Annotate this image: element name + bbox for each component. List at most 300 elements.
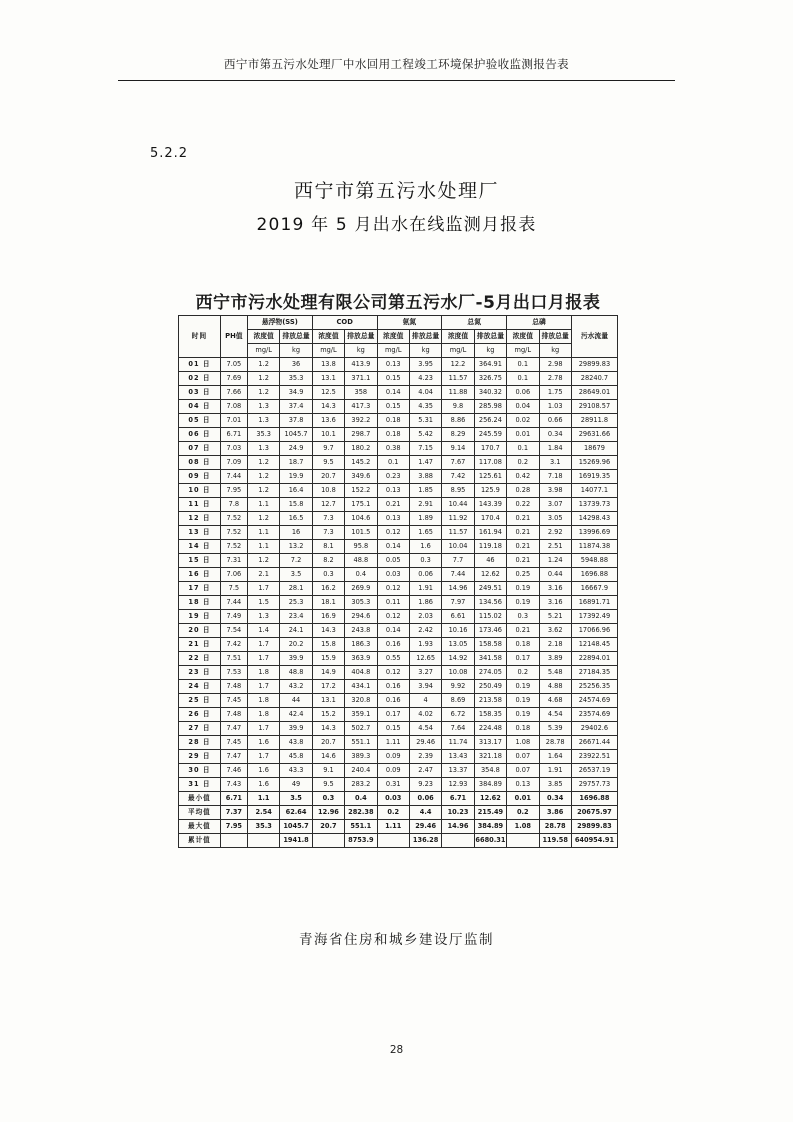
table-cell: 17066.96 [571,624,617,638]
table-cell: 340.32 [474,386,506,400]
table-cell: 175.1 [345,498,377,512]
table-cell: 1.3 [247,610,279,624]
table-cell: 12.96 [312,806,344,820]
table-cell: 134.56 [474,596,506,610]
table-cell: 12.93 [442,778,474,792]
table-cell: 16919.35 [571,470,617,484]
table-cell: 294.6 [345,610,377,624]
table-cell: 3.27 [409,666,441,680]
table-cell: 5.21 [539,610,571,624]
table-cell: 7.52 [220,526,247,540]
row-label: 10 日 [179,484,221,498]
table-cell: 4.54 [409,722,441,736]
table-row [179,372,618,386]
header-total-phosphorus: 总磷 [507,316,572,330]
table-summary-row [179,792,618,806]
table-cell: 0.06 [409,792,441,806]
table-cell: 349.6 [345,470,377,484]
table-cell: 1.8 [247,708,279,722]
table-cell: 28.78 [539,736,571,750]
table-cell: 25256.35 [571,680,617,694]
row-label: 平均值 [179,806,221,820]
table-cell: 1.24 [539,554,571,568]
table-cell: 7.44 [220,470,247,484]
row-label: 12 日 [179,512,221,526]
table-cell: 363.9 [345,652,377,666]
table-row [179,386,618,400]
table-cell: 3.5 [280,792,312,806]
table-cell: 7.54 [220,624,247,638]
subheader-tp-conc: 浓度值 [507,330,539,344]
table-cell: 0.11 [377,596,409,610]
table-cell: 7.31 [220,554,247,568]
table-cell: 413.9 [345,358,377,372]
table-cell: 0.15 [377,400,409,414]
table-cell: 7.49 [220,610,247,624]
table-cell: 0.01 [507,792,539,806]
table-cell: 0.09 [377,764,409,778]
table-cell: 2.18 [539,638,571,652]
table-cell: 7.67 [442,456,474,470]
table-cell: 2.42 [409,624,441,638]
table-cell: 29899.83 [571,358,617,372]
table-cell: 29899.83 [571,820,617,834]
table-cell: 1.2 [247,372,279,386]
row-label: 01 日 [179,358,221,372]
table-cell: 36 [280,358,312,372]
table-cell: 0.1 [507,358,539,372]
table-cell: 1.89 [409,512,441,526]
table-cell: 2.78 [539,372,571,386]
table-cell: 186.3 [345,638,377,652]
table-cell: 0.38 [377,442,409,456]
unit-ss-total: kg [280,344,312,358]
table-row [179,358,618,372]
table-cell: 7.51 [220,652,247,666]
table-cell: 35.3 [247,428,279,442]
table-cell: 1.2 [247,512,279,526]
table-cell: 143.39 [474,498,506,512]
table-cell: 7.52 [220,540,247,554]
header-ammonia-nitrogen: 氨氮 [377,316,442,330]
table-cell: 0.16 [377,694,409,708]
table-cell: 7.5 [220,582,247,596]
row-label: 21 日 [179,638,221,652]
table-row [179,526,618,540]
table-cell: 136.28 [409,834,441,848]
table-cell: 0.34 [539,428,571,442]
table-cell: 1.11 [377,736,409,750]
table-cell: 0.12 [377,610,409,624]
table-cell: 0.3 [409,554,441,568]
table-cell: 240.4 [345,764,377,778]
table-cell: 12.65 [409,652,441,666]
table-cell: 256.24 [474,414,506,428]
table-cell [507,834,539,848]
table-cell: 1.5 [247,596,279,610]
table-cell: 1.8 [247,666,279,680]
table-cell: 4 [409,694,441,708]
table-cell: 7.46 [220,764,247,778]
table-cell: 3.88 [409,470,441,484]
row-label: 19 日 [179,610,221,624]
table-cell: 6.71 [220,428,247,442]
table-cell: 371.1 [345,372,377,386]
table-cell: 14.92 [442,652,474,666]
row-label: 02 日 [179,372,221,386]
table-cell: 245.59 [474,428,506,442]
table-cell: 0.19 [507,582,539,596]
table-cell: 13.37 [442,764,474,778]
table-cell: 24.9 [280,442,312,456]
table-cell: 0.12 [377,666,409,680]
table-cell: 341.58 [474,652,506,666]
table-cell: 551.1 [345,736,377,750]
table-cell: 8.29 [442,428,474,442]
table-cell: 95.8 [345,540,377,554]
table-cell: 1.47 [409,456,441,470]
table-row [179,610,618,624]
table-cell: 26537.19 [571,764,617,778]
table-cell: 12.62 [474,792,506,806]
row-label: 04 日 [179,400,221,414]
table-cell: 384.89 [474,778,506,792]
table-cell: 29631.66 [571,428,617,442]
page-header [0,0,793,86]
table-row [179,582,618,596]
table-row [179,652,618,666]
table-row [179,694,618,708]
table-cell: 0.3 [507,610,539,624]
table-cell: 125.61 [474,470,506,484]
table-cell: 4.54 [539,708,571,722]
table-cell: 1.2 [247,358,279,372]
table-cell: 243.8 [345,624,377,638]
section-number: 5.2.2 [150,146,189,161]
table-row [179,778,618,792]
table-cell: 354.8 [474,764,506,778]
table-cell: 0.19 [507,596,539,610]
table-cell: 16.5 [280,512,312,526]
table-cell: 12.2 [442,358,474,372]
table-cell: 18679 [571,442,617,456]
table-cell: 0.1 [507,442,539,456]
table-cell: 12148.45 [571,638,617,652]
table-cell: 158.35 [474,708,506,722]
table-cell: 15269.96 [571,456,617,470]
table-cell: 145.2 [345,456,377,470]
table-row [179,750,618,764]
row-label: 20 日 [179,624,221,638]
table-cell: 13.2 [280,540,312,554]
table-cell: 0.21 [507,624,539,638]
table-cell: 1.08 [507,820,539,834]
header-ss: 悬浮物(SS) [247,316,312,330]
table-cell: 170.4 [474,512,506,526]
unit-tn-total: kg [474,344,506,358]
table-row [179,456,618,470]
table-cell: 35.3 [247,820,279,834]
table-cell: 0.1 [377,456,409,470]
table-cell: 7.97 [442,596,474,610]
table-cell: 1.86 [409,596,441,610]
table-cell: 6.71 [220,792,247,806]
table-cell: 10.04 [442,540,474,554]
row-label: 17 日 [179,582,221,596]
document-title-line1: 西宁市第五污水处理厂 [293,180,499,202]
table-cell: 37.8 [280,414,312,428]
table-cell: 1.7 [247,680,279,694]
unit-cod-conc: mg/L [312,344,344,358]
table-cell: 269.9 [345,582,377,596]
table-cell: 0.06 [507,386,539,400]
table-cell: 14077.1 [571,484,617,498]
table-cell: 7.06 [220,568,247,582]
table-cell: 10.8 [312,484,344,498]
table-row [179,400,618,414]
table-cell: 7.45 [220,736,247,750]
row-label: 25 日 [179,694,221,708]
table-cell: 18.7 [280,456,312,470]
row-label: 14 日 [179,540,221,554]
table-cell: 161.94 [474,526,506,540]
table-cell: 1.6 [247,736,279,750]
table-cell: 9.8 [442,400,474,414]
table-cell: 43.3 [280,764,312,778]
table-cell: 48.8 [345,554,377,568]
table-cell: 298.7 [345,428,377,442]
table-cell [247,834,279,848]
table-cell: 2.03 [409,610,441,624]
table-cell: 1.6 [409,540,441,554]
row-label: 07 日 [179,442,221,456]
table-cell: 0.55 [377,652,409,666]
table-cell: 3.86 [539,806,571,820]
table-cell: 0.03 [377,792,409,806]
subheader-tn-conc: 浓度值 [442,330,474,344]
table-cell: 10.23 [442,806,474,820]
table-cell: 43.8 [280,736,312,750]
table-cell: 0.3 [312,568,344,582]
table-cell: 1.75 [539,386,571,400]
table-cell: 3.07 [539,498,571,512]
unit-cod-total: kg [345,344,377,358]
table-cell: 25.3 [280,596,312,610]
table-cell: 28.78 [539,820,571,834]
row-label: 27 日 [179,722,221,736]
table-cell: 6680.31 [474,834,506,848]
table-cell: 0.18 [377,428,409,442]
table-row [179,512,618,526]
table-cell: 359.1 [345,708,377,722]
table-cell: 417.3 [345,400,377,414]
table-cell: 0.19 [507,708,539,722]
table-cell: 48.8 [280,666,312,680]
subheader-nh3-total: 排放总量 [409,330,441,344]
table-cell: 1.65 [409,526,441,540]
table-cell: 13739.73 [571,498,617,512]
table-cell: 7.69 [220,372,247,386]
table-cell: 1.11 [377,820,409,834]
table-cell: 434.1 [345,680,377,694]
table-cell: 502.7 [345,722,377,736]
table-cell: 1.03 [539,400,571,414]
table-cell: 17.2 [312,680,344,694]
table-cell: 1.1 [247,526,279,540]
table-cell: 7.7 [442,554,474,568]
table-cell: 7.64 [442,722,474,736]
table-cell: 20.7 [312,470,344,484]
table-cell: 0.18 [507,722,539,736]
table-cell: 3.89 [539,652,571,666]
row-label: 23 日 [179,666,221,680]
table-cell: 3.05 [539,512,571,526]
row-label: 累计值 [179,834,221,848]
table-cell: 15.2 [312,708,344,722]
table-cell: 640954.91 [571,834,617,848]
header-cod: COD [312,316,377,330]
table-summary-row [179,834,618,848]
table-cell: 10.1 [312,428,344,442]
table-cell: 14.3 [312,400,344,414]
table-cell: 2.47 [409,764,441,778]
table-cell: 14.3 [312,722,344,736]
table-row [179,666,618,680]
table-cell: 0.19 [507,694,539,708]
table-cell: 1.7 [247,750,279,764]
table-cell: 2.91 [409,498,441,512]
table-cell: 1.2 [247,386,279,400]
table-cell: 46 [474,554,506,568]
table-cell: 9.1 [312,764,344,778]
unit-tn-conc: mg/L [442,344,474,358]
subheader-tp-total: 排放总量 [539,330,571,344]
table-cell: 28911.8 [571,414,617,428]
table-row [179,428,618,442]
monthly-monitoring-table [178,315,618,848]
header-time: 时间 [179,316,221,358]
table-cell: 1045.7 [280,820,312,834]
table-cell: 283.2 [345,778,377,792]
table-cell: 5.31 [409,414,441,428]
table-cell: 6.72 [442,708,474,722]
table-cell: 5948.88 [571,554,617,568]
table-cell: 358 [345,386,377,400]
table-cell: 12.62 [474,568,506,582]
table-row [179,470,618,484]
unit-nh3-total: kg [409,344,441,358]
row-label: 31 日 [179,778,221,792]
table-cell: 8.86 [442,414,474,428]
table-cell: 152.2 [345,484,377,498]
table-cell: 0.14 [377,624,409,638]
table-cell: 7.37 [220,806,247,820]
table-cell: 11874.38 [571,540,617,554]
table-cell: 4.68 [539,694,571,708]
table-cell: 9.14 [442,442,474,456]
table-cell: 7.42 [220,638,247,652]
table-cell: 13.1 [312,372,344,386]
table-cell: 7.44 [220,596,247,610]
table-cell: 14.96 [442,582,474,596]
table-cell: 22894.01 [571,652,617,666]
table-cell: 0.21 [507,526,539,540]
table-row [179,722,618,736]
row-label: 11 日 [179,498,221,512]
table-cell: 45.8 [280,750,312,764]
table-cell: 0.28 [507,484,539,498]
table-cell: 28649.01 [571,386,617,400]
table-cell: 3.94 [409,680,441,694]
table-row [179,638,618,652]
table-cell: 0.4 [345,792,377,806]
table-cell: 5.42 [409,428,441,442]
table-cell: 1.08 [507,736,539,750]
row-label: 26 日 [179,708,221,722]
issuing-organization: 青海省住房和城乡建设厅监制 [299,932,494,948]
table-cell: 305.3 [345,596,377,610]
table-cell: 27184.35 [571,666,617,680]
table-cell: 29.46 [409,736,441,750]
table-cell: 6.71 [442,792,474,806]
table-cell: 14298.43 [571,512,617,526]
table-cell: 16667.9 [571,582,617,596]
table-cell: 10.08 [442,666,474,680]
table-cell: 3.62 [539,624,571,638]
table-cell: 0.21 [377,498,409,512]
table-cell: 0.4 [345,568,377,582]
unit-nh3-conc: mg/L [377,344,409,358]
table-cell [312,834,344,848]
table-cell: 14.96 [442,820,474,834]
subheader-tn-total: 排放总量 [474,330,506,344]
row-label: 03 日 [179,386,221,400]
table-cell: 104.6 [345,512,377,526]
table-cell: 3.95 [409,358,441,372]
table-cell: 1.2 [247,484,279,498]
table-row [179,708,618,722]
table-cell: 0.19 [507,680,539,694]
unit-tp-total: kg [539,344,571,358]
table-cell: 0.16 [377,638,409,652]
table-cell: 0.13 [377,484,409,498]
table-cell: 1.6 [247,778,279,792]
table-cell: 13.1 [312,694,344,708]
table-cell: 8.95 [442,484,474,498]
table-row [179,680,618,694]
table-cell: 16.4 [280,484,312,498]
unit-ss-conc: mg/L [247,344,279,358]
table-cell: 3.5 [280,568,312,582]
table-cell: 8753.9 [345,834,377,848]
table-cell: 8.1 [312,540,344,554]
table-cell: 0.14 [377,386,409,400]
table-cell: 0.2 [377,806,409,820]
table-cell: 0.02 [507,414,539,428]
table-cell: 0.04 [507,400,539,414]
table-cell: 1.3 [247,414,279,428]
table-cell: 11.92 [442,512,474,526]
table-cell: 125.9 [474,484,506,498]
table-cell: 0.2 [507,456,539,470]
row-label: 28 日 [179,736,221,750]
table-cell: 11.88 [442,386,474,400]
row-label: 06 日 [179,428,221,442]
table-cell: 7.47 [220,750,247,764]
table-row [179,568,618,582]
table-cell: 7.3 [312,512,344,526]
table-cell: 101.5 [345,526,377,540]
